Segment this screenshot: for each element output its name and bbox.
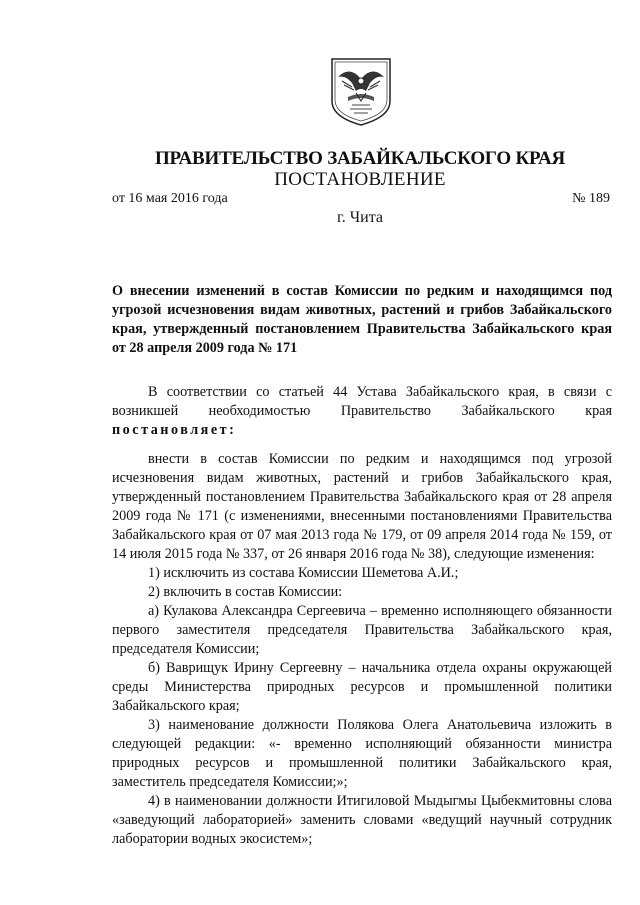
decree-word: постановляет:: [112, 422, 237, 438]
document-body: [112, 383, 612, 849]
amendment-intro: внести в состав Комиссии по редким и находящимся под угрозой исчезновения видам животных, растений и грибов Забайкальского края, утвержденный постановлением Правительства Забайкальского края от 28 апреля 2009 года № 171 (с изменениями, внесенными постановлениями Правительства Забайкальского края от 07 мая 2013 года № 179, от 09 апреля 2014 года № 159, от 14 июля 2015 года № 337, от 26 января 2016 года № 38), следующие изменения:: [112, 451, 612, 562]
document-title: О внесении изменений в состав Комиссии по редким и находящимся под угрозой исчезновения видам животных, растений и грибов Забайкальского края, утвержденный постановлением Правительства Забайкальского края от 28 апреля 2009 года № 171: [112, 283, 612, 356]
preamble-text: В соответствии со статьей 44 Устава Забайкальского края, в связи с возникшей необходимостью Правительство Забайкальского края: [112, 384, 612, 419]
amendment-item: 4) в наименовании должности Итигиловой Мыдыгмы Цыбекмитовны слова «заведующий лабораторией» заменить словами «ведущий научный сотрудник лаборатории водных экосистем»;: [112, 793, 612, 847]
preamble: [112, 383, 612, 440]
document-type: ПОСТАНОВЛЕНИЕ: [274, 169, 446, 190]
amendment-item: 2) включить в состав Комиссии:: [148, 584, 343, 600]
coat-of-arms-icon: [328, 57, 394, 127]
amendment-item: а) Кулакова Александра Сергеевича – временно исполняющего обязанности первого заместителя председателя Правительства Забайкальского края, председателя Комиссии;: [112, 603, 612, 657]
document-number: № 189: [572, 191, 610, 206]
government-name: ПРАВИТЕЛЬСТВО ЗАБАЙКАЛЬСКОГО КРАЯ: [154, 148, 566, 169]
document-city: г. Чита: [336, 209, 383, 226]
amendment-item: б) Ваврищук Ирину Сергеевну – начальника отдела охраны окружающей среды Министерства природных ресурсов и промышленной политики Забайкальского края;: [112, 660, 612, 714]
amendment-item: 3) наименование должности Полякова Олега Анатольевича изложить в следующей редакции: «- временно исполняющий обязанности министра природных ресурсов и промышленной политики Забайкальского края, заместитель председателя Комиссии;»;: [112, 717, 612, 790]
amendment-item: 1) исключить из состава Комиссии Шеметова А.И.;: [148, 565, 459, 581]
document-date: от 16 мая 2016 года: [112, 191, 228, 206]
